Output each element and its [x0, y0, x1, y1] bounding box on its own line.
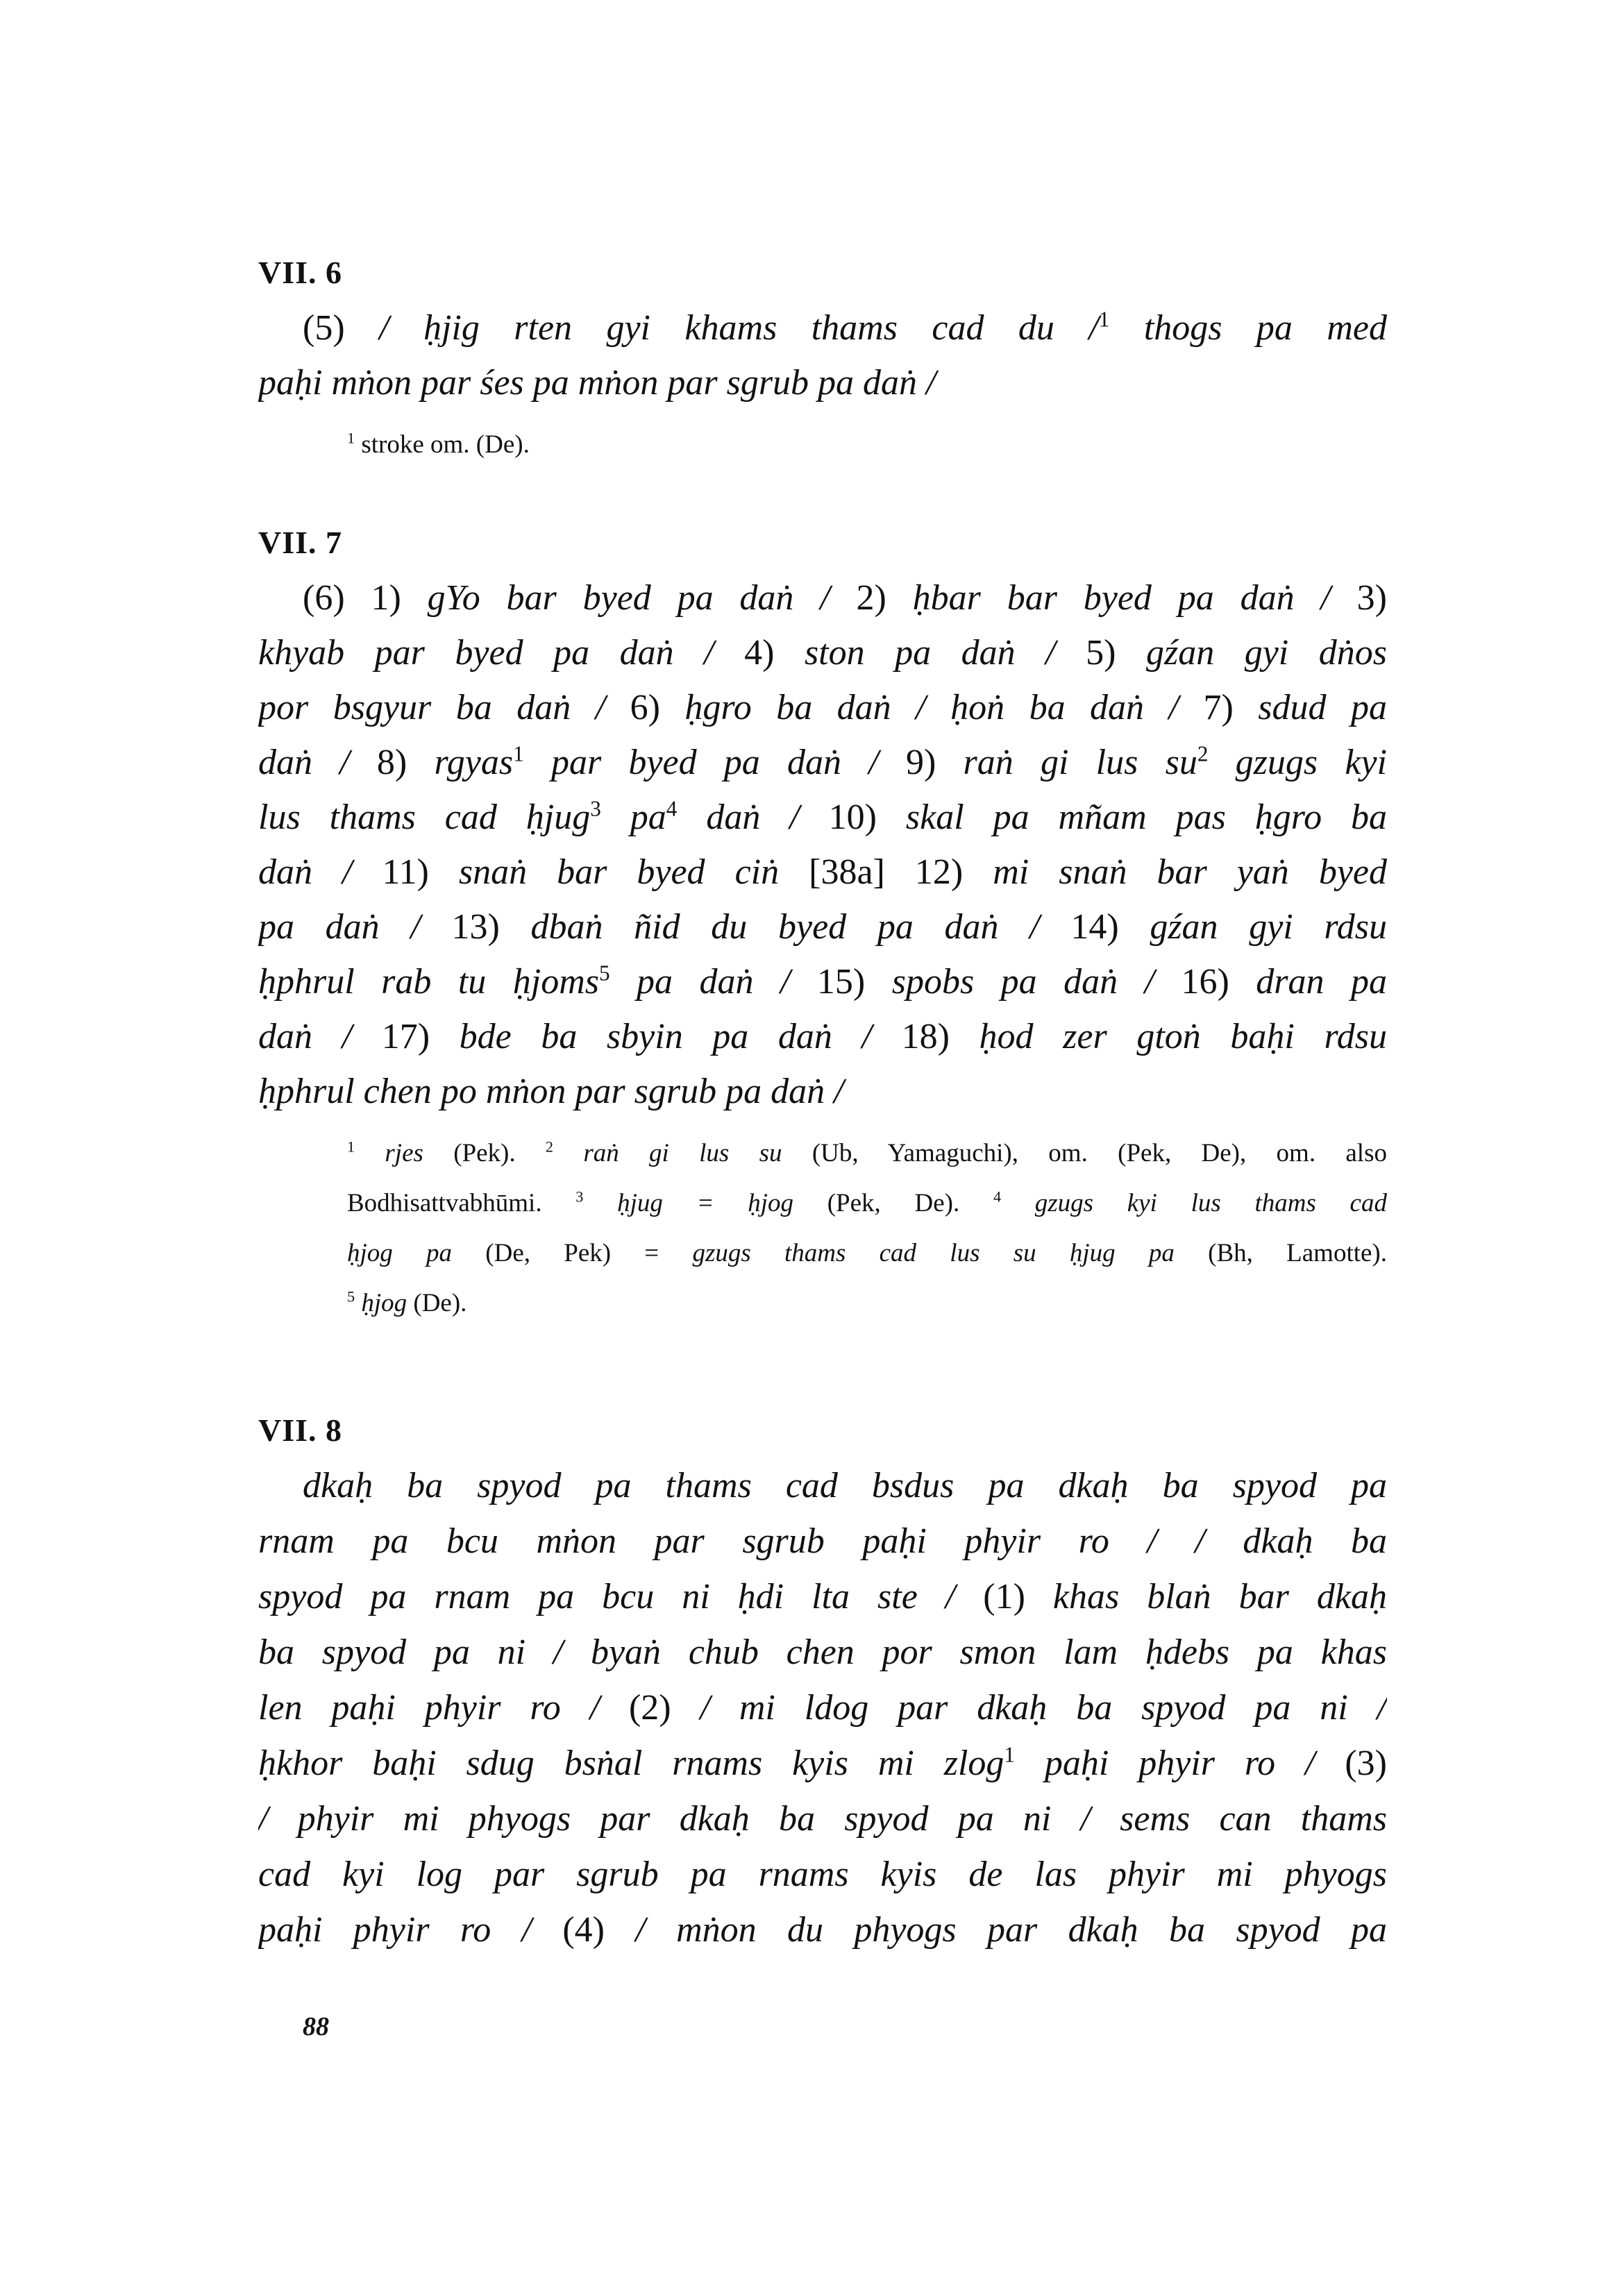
text-line	[258, 625, 1387, 680]
footnote-marker: 1	[347, 429, 355, 447]
text-segment: daṅ /	[677, 797, 829, 837]
text-segment: gźan gyi rdsu	[1150, 907, 1387, 947]
footnote-segment: (De, Pek) =	[452, 1239, 693, 1267]
text-segment: (3)	[1345, 1744, 1387, 1783]
text-segment: (6) 1)	[303, 578, 428, 618]
footnote-segment: Bodhisattvabhūmi.	[347, 1189, 576, 1217]
text-segment: skal pa mñam pas ḥgro ba	[905, 797, 1387, 837]
text-segment: pa daṅ /	[258, 907, 452, 947]
text-line	[258, 900, 1387, 954]
text-line	[258, 301, 1387, 355]
footnotes	[347, 420, 1387, 470]
text-segment: gzugs kyi	[1208, 743, 1387, 782]
text-segment: 11)	[382, 852, 459, 892]
text-line	[258, 954, 1387, 1009]
text-line	[258, 1514, 1387, 1569]
text-segment: 2)	[856, 578, 913, 618]
text-segment: 5)	[1086, 633, 1146, 673]
footnote-segment: gzugs kyi lus thams cad	[1001, 1189, 1387, 1217]
footnote-marker: 1	[1004, 1742, 1015, 1767]
text-segment: 6)	[630, 688, 685, 727]
text-segment: cad kyi log par sgrub pa rnams kyis de las phyir mi phyogs	[258, 1855, 1387, 1894]
text-line	[258, 1458, 1387, 1514]
footnote-marker: 3	[575, 1188, 584, 1206]
text-line	[258, 1902, 1387, 1958]
text-segment: 10)	[828, 797, 906, 837]
text-segment: gYo bar byed pa daṅ /	[427, 578, 857, 618]
footnote-marker: 5	[347, 1288, 355, 1306]
text-segment: daṅ /	[258, 852, 382, 892]
text-segment: paḥi phyir ro /	[1014, 1744, 1345, 1783]
text-line	[258, 735, 1387, 790]
text-segment: daṅ /	[258, 743, 377, 782]
section-heading: VII. 6	[258, 255, 343, 290]
text-segment: spobs pa daṅ /	[891, 962, 1181, 1002]
text-segment: khas blaṅ bar dkaḥ	[1052, 1577, 1387, 1617]
footnote-segment: raṅ gi lus su	[553, 1139, 782, 1167]
text-segment: (1)	[983, 1577, 1053, 1617]
text-line	[258, 1847, 1387, 1902]
text-line	[258, 790, 1387, 845]
text-segment: snaṅ bar byed ciṅ	[458, 852, 809, 892]
text-segment: par byed pa daṅ /	[523, 743, 906, 782]
text-line	[258, 1009, 1387, 1064]
text-segment: sdud pa	[1258, 688, 1387, 727]
text-segment: daṅ /	[258, 1017, 382, 1056]
footnote-segment: gzugs thams cad lus su ḥjug pa	[692, 1239, 1175, 1267]
text-segment: ba spyod pa ni / byaṅ chub chen por smon lam ḥdebs pa khas	[258, 1632, 1387, 1672]
footnote-segment: ḥjog	[355, 1289, 407, 1317]
footnote-marker: 4	[666, 796, 678, 821]
footnote-line	[347, 1229, 1387, 1278]
text-segment: / mṅon du phyogs par dkaḥ ba spyod pa	[635, 1910, 1387, 1950]
text-segment: pa daṅ /	[609, 962, 817, 1002]
text-segment: 7)	[1203, 688, 1259, 727]
text-line	[258, 845, 1387, 900]
text-segment: (4)	[562, 1910, 636, 1950]
footnote-line	[347, 1179, 1387, 1229]
footnote-line	[347, 420, 1387, 470]
footnote-marker: 2	[1197, 741, 1209, 766]
text-segment: ḥod zer gtoṅ baḥi rdsu	[979, 1017, 1387, 1056]
footnote-marker: 5	[599, 961, 610, 986]
text-line	[258, 1791, 1387, 1847]
section-heading: VII. 8	[258, 1412, 343, 1448]
section-vii-6	[258, 245, 1387, 470]
text-segment: gźan gyi dṅos	[1145, 633, 1387, 673]
text-line	[258, 355, 1387, 410]
footnote-marker: 1	[347, 1138, 355, 1156]
text-segment: 8)	[376, 743, 435, 782]
text-line	[258, 571, 1387, 625]
section-heading: VII. 7	[258, 525, 343, 560]
page-number: 88	[303, 2012, 329, 2041]
footnote-marker: 4	[993, 1188, 1002, 1206]
text-segment: / phyir mi phyogs par dkaḥ ba spyod pa ni / sems can thams	[258, 1799, 1387, 1839]
text-segment: 3)	[1356, 578, 1387, 618]
text-line	[258, 1736, 1387, 1791]
text-segment: / mi ldog par dkaḥ ba spyod pa ni /	[700, 1688, 1387, 1728]
text-segment: 17)	[381, 1017, 460, 1056]
text-segment: raṅ gi lus su	[963, 743, 1197, 782]
text-segment: paḥi phyir ro /	[258, 1910, 563, 1950]
section-vii-7	[258, 515, 1387, 1328]
footnote-line	[347, 1278, 1387, 1328]
text-segment: / ḥjig rten gyi khams thams cad du /	[379, 308, 1099, 348]
text-line	[258, 680, 1387, 735]
text-segment: dkaḥ ba spyod pa thams cad bsdus pa dkaḥ ba spyod pa	[303, 1466, 1387, 1505]
footnotes	[347, 1129, 1387, 1328]
footnote-segment: (Pek).	[423, 1139, 546, 1167]
text-segment: 16)	[1181, 962, 1256, 1002]
footnote-segment: (Ub, Yamaguchi), om. (Pek, De), om. also	[782, 1139, 1387, 1167]
section-vii-8	[258, 1403, 1387, 1958]
footnote-segment: stroke om. (De).	[355, 430, 530, 459]
text-segment: ḥkhor baḥi sdug bsṅal rnams kyis mi zlog	[258, 1744, 1004, 1783]
text-segment: thogs pa med	[1109, 308, 1387, 348]
text-segment: ston pa daṅ /	[804, 633, 1086, 673]
text-segment: khyab par byed pa daṅ /	[258, 633, 745, 673]
text-segment: 15)	[816, 962, 892, 1002]
text-segment: rnam pa bcu mṅon par sgrub paḥi phyir ro / / dkaḥ ba	[258, 1521, 1387, 1561]
footnote-segment: rjes	[355, 1139, 423, 1167]
text-segment: ḥbar bar byed pa daṅ /	[912, 578, 1357, 618]
text-segment: (5)	[303, 308, 380, 348]
text-segment: ḥgro ba daṅ / ḥoṅ ba daṅ /	[684, 688, 1204, 727]
text-segment: (2)	[628, 1688, 700, 1728]
text-segment: pa	[600, 797, 666, 837]
footnote-marker: 1	[1098, 307, 1110, 332]
text-segment: dbaṅ ñid du byed pa daṅ /	[530, 907, 1071, 947]
text-segment: len paḥi phyir ro /	[258, 1688, 629, 1728]
text-segment: bde ba sbyin pa daṅ /	[459, 1017, 902, 1056]
footnote-segment: ḥjug = ḥjog	[583, 1189, 794, 1217]
text-line	[258, 1680, 1387, 1736]
text-segment: lus thams cad ḥjug	[258, 797, 591, 837]
text-line	[258, 1569, 1387, 1625]
footnote-segment: (Bh, Lamotte).	[1174, 1239, 1387, 1267]
text-segment: ḥphrul rab tu ḥjoms	[258, 962, 599, 1002]
text-segment: por bsgyur ba daṅ /	[258, 688, 630, 727]
footnote-marker: 2	[545, 1138, 554, 1156]
footnote-marker: 1	[513, 741, 524, 766]
text-segment: ḥphrul chen po mṅon par sgrub pa daṅ /	[258, 1072, 844, 1111]
text-segment: rgyas	[434, 743, 514, 782]
text-segment: 9)	[905, 743, 964, 782]
text-segment: mi snaṅ bar yaṅ byed	[993, 852, 1387, 892]
footnote-line	[347, 1129, 1387, 1179]
footnote-segment: (Pek, De).	[793, 1189, 993, 1217]
text-segment: 4)	[744, 633, 805, 673]
text-segment: spyod pa rnam pa bcu ni ḥdi lta ste /	[258, 1577, 984, 1617]
text-line	[258, 1625, 1387, 1680]
text-segment: paḥi mṅon par śes pa mṅon par sgrub pa daṅ /	[258, 363, 936, 403]
text-segment: 18)	[901, 1017, 979, 1056]
text-segment: 14)	[1070, 907, 1150, 947]
footnote-marker: 3	[590, 796, 601, 821]
text-line	[258, 1064, 1387, 1119]
footnote-segment: ḥjog pa	[347, 1239, 453, 1267]
text-segment: [38a] 12)	[809, 852, 993, 892]
text-segment: dran pa	[1256, 962, 1387, 1002]
footnote-segment: (De).	[407, 1289, 467, 1317]
text-segment: 13)	[451, 907, 531, 947]
